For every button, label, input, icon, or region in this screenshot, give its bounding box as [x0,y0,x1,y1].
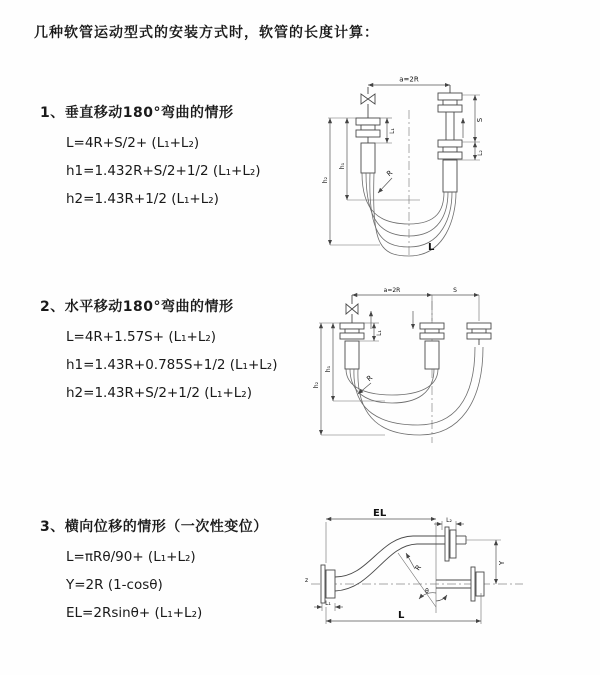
centerline-mark: z [305,577,309,584]
formula-1-h2: h2=1.43R+1/2 (L₁+L₂) [66,191,219,207]
dim-label-y: Y [498,560,506,566]
dim-label-h2: h₂ [313,381,320,389]
dim-label-span: a=2R [383,287,401,294]
section-lateral-displacement [40,516,330,629]
dim-label-el: EL [373,508,387,519]
flange-right-upper [438,93,462,100]
dim-label-stroke: S [476,117,484,123]
flange-right-moved [467,323,491,329]
section-vertical-180 [40,102,330,215]
dim-label-h2: h₂ [322,176,329,184]
braid-right [443,160,457,192]
formula-2-h1: h1=1.43R+0.785S+1/2 (L₁+L₂) [66,357,278,373]
flange-middle [420,323,444,329]
hose-curve [346,369,438,395]
dim-label-length: L [428,242,435,253]
dim-label-theta: θ [425,588,429,595]
braid-left [361,143,375,173]
section-horizontal-180 [40,296,330,409]
section-1-heading: 1、垂直移动180°弯曲的情形 [40,105,234,121]
formula-2-L: L=4R+1.57S+ (L₁+L₂) [66,329,217,345]
diagram-horizontal-180-bend [313,283,535,448]
flange-right-original [471,567,475,601]
braid-left [345,341,359,369]
flange-right-lower [438,140,462,147]
dim-label-l1: L₁ [376,330,383,336]
flange-upper-right [445,527,449,561]
dim-label-l1: L₁ [389,128,396,134]
formula-3-L: L=πRθ/90+ (L₁+L₂) [66,549,196,565]
formula-1-L: L=4R+S/2+ (L₁+L₂) [66,135,200,151]
formula-1-h1: h1=1.432R+S/2+1/2 (L₁+L₂) [66,163,261,179]
valve-icon [361,94,368,104]
dim-label-radius: R [413,563,424,573]
dim-label-span: a=2R [399,75,419,84]
formula-3-Y: Y=2R (1-cosθ) [66,577,163,593]
formula-2-h2: h2=1.43R+S/2+1/2 (L₁+L₂) [66,385,252,401]
diagram-vertical-180-bend [318,66,528,262]
dim-label-radius: R [385,168,395,179]
braid-middle [425,341,439,369]
formula-3-EL: EL=2Rsinθ+ (L₁+L₂) [66,605,203,621]
diagram-lateral-displacement [303,503,545,651]
dim-label-length: L [398,610,405,621]
dim-label-h1: h₁ [339,162,346,170]
flange-left [356,118,380,125]
dim-label-stroke: S [453,287,457,294]
flange-left [340,323,364,329]
page-title: 几种软管运动型式的安装方式时，软管的长度计算： [34,25,379,41]
dim-label-h1: h₁ [325,365,332,373]
section-3-heading: 3、横向位移的情形（一次性变位） [40,519,268,535]
flange-left [321,565,325,603]
dim-label-l2: L₂ [477,150,484,156]
dim-label-radius: R [365,373,375,384]
dim-label-l1: L₁ [325,600,331,607]
valve-icon [346,304,352,314]
section-2-heading: 2、水平移动180°弯曲的情形 [40,299,234,315]
dim-label-l2: L₂ [446,517,452,524]
